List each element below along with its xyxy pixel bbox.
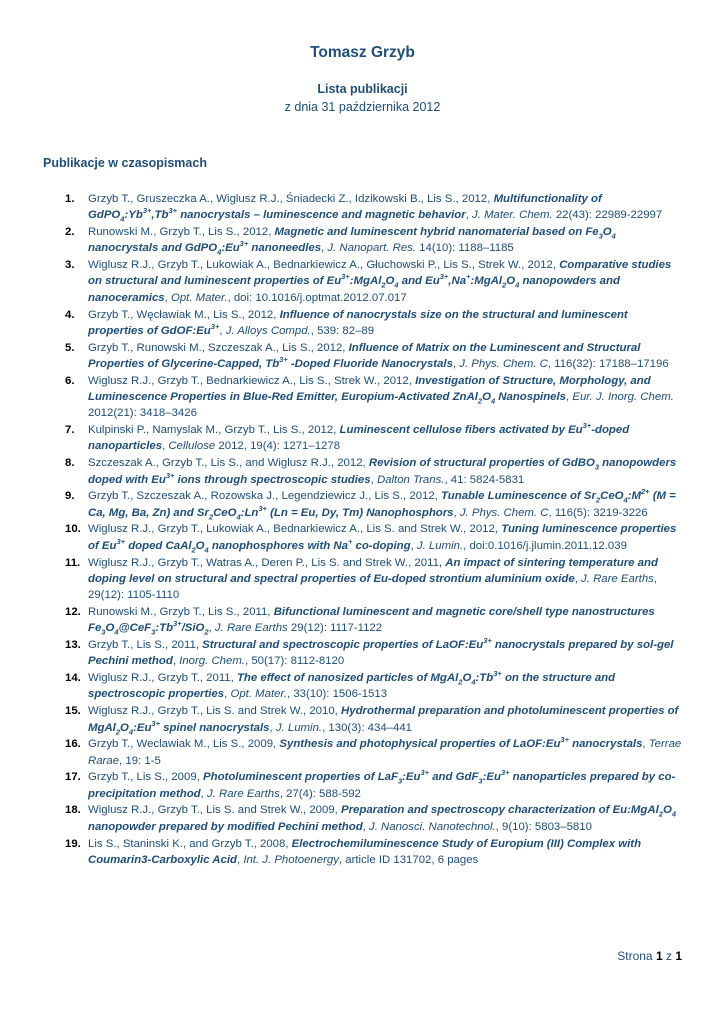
publication-journal: J. Rare Earths bbox=[214, 622, 288, 635]
publication-authors: Szczeszak A., Grzyb T., Lis S., and Wiglusz R.J., 2012, bbox=[88, 457, 369, 470]
publication-item: 9. Grzyb T., Szczeszak A., Rozowska J., Legendziewicz J., Lis S., 2012, Tunable Luminescence of $Sr_2CeO_4:M^{2+}$ (M = Ca, Mg, Ba, Zn) and $Sr_2CeO_4:Ln^{3+}$ (Ln = Eu, Dy, Tm) Nanophosphors, J. Phys. Chem. C, 116(5): 3219-3226 bbox=[65, 487, 676, 521]
publication-details: 22(43): 22989-22997 bbox=[552, 209, 663, 222]
publication-title: Comparative studies on structural and luminescent properties of $Eu^{3+}:MgAl_2O_4$ and $Eu^{3+},Na^+:MgAl_2O_4$ nanopowders and nanoceramics bbox=[88, 259, 672, 304]
publication-number: 5. bbox=[65, 341, 75, 354]
publication-details: , 41: 5824-5831 bbox=[444, 473, 525, 486]
publication-journal: J. Mater. Chem. bbox=[472, 209, 553, 222]
publication-authors: Wiglusz R.J., Grzyb T., Watras A., Deren P., Lis S. and Strek W., 2011, bbox=[88, 556, 446, 569]
publication-authors: Wiglusz R.J., Grzyb T., 2011, bbox=[88, 672, 237, 685]
publication-journal: J. Nanosci. Nanotechnol. bbox=[369, 820, 496, 833]
publication-title: Tunable Luminescence of $Sr_2CeO_4:M^{2+}$ (M = Ca, Mg, Ba, Zn) and $Sr_2CeO_4:Ln^{3+}$ (Ln = Eu, Dy, Tm) Nanophosphors bbox=[88, 487, 676, 521]
publication-item: 14. Wiglusz R.J., Grzyb T., 2011, The effect of nanosized particles of $MgAl_2O_4:Tb^{3+}$ on the structure and spectroscopic properties, Opt. Mater., 33(10): 1506-1513 bbox=[65, 669, 616, 701]
publication-details: , 116(5): 3219-3226 bbox=[548, 506, 648, 519]
publication-item: 16. Grzyb T., Weclawiak M., Lis S., 2009, Synthesis and photophysical properties of $LaOF:Eu^{3+}$ nanocrystals, Terrae Rarae, 19: 1-5 bbox=[65, 735, 682, 767]
publication-item: 7. Kulpinski P., Namyslak M., Grzyb T., Lis S., 2012, Luminescent cellulose fibers activated by $Eu^{3+}$-doped nanoparticles, Cellulose 2012, 19(4): 1271–1278 bbox=[65, 421, 630, 453]
publication-authors: Grzyb T., Weclawiak M., Lis S., 2009, bbox=[88, 738, 280, 751]
publication-list bbox=[43, 191, 683, 869]
publication-authors: Runowski M., Grzyb T., Lis S., 2012, bbox=[88, 226, 275, 239]
publication-title: Synthesis and photophysical properties of $LaOF:Eu^{3+}$ nanocrystals bbox=[279, 735, 643, 751]
publication-number: 19. bbox=[65, 837, 81, 850]
publication-item: 4. Grzyb T., Węcławiak M., Lis S., 2012, Influence of nanocrystals size on the structural and luminescent properties of $GdOF:Eu^{3+}$, J. Alloys Compd., 539: 82–89 bbox=[65, 308, 628, 337]
publication-item: 17. Grzyb T., Lis S., 2009, Photoluminescent properties of $LaF_3:Eu^{3+}$ and $GdF_3:Eu^{3+}$ nanoparticles prepared by co-precipitation method, J. Rare Earths, 27(4): 588-592 bbox=[65, 768, 676, 800]
publication-title: The effect of nanosized particles of $MgAl_2O_4:Tb^{3+}$ on the structure and spectroscopic properties bbox=[88, 669, 616, 701]
publication-details: , 130(3): 434–441 bbox=[322, 721, 413, 734]
publication-item: 1. Grzyb T., Gruszeczka A., Wiglusz R.J., Śniadecki Z., Idzikowski B., Lis S., 2012, Multifunctionality of $GdPO_4:Yb^{3+},Tb^{3+}$ nanocrystals – luminescence and magnetic behavior, J. Mater. Chem. 22(43): 22989-22997 bbox=[65, 193, 663, 224]
publication-title: Luminescent cellulose fibers activated by $Eu^{3+}$-doped nanoparticles bbox=[88, 421, 630, 453]
publication-title: Structural and spectroscopic properties of $LaOF:Eu^{3+}$ nanocrystals prepared by sol-gel Pechini method bbox=[88, 636, 674, 668]
publication-journal: J. Alloys Compd. bbox=[225, 324, 311, 337]
author-name: Tomasz Grzyb bbox=[310, 44, 415, 61]
publication-journal: Eur. J. Inorg. Chem. bbox=[572, 391, 674, 404]
document-date: z dnia 31 października 2012 bbox=[284, 100, 441, 114]
publication-title: Influence of Matrix on the Luminescent and Structural Properties of Glycerine-Capped, $Tb^{3+}$ -Doped Fluoride Nanocrystals bbox=[88, 341, 641, 370]
publication-title: Tuning luminescence properties of $Eu^{3+}$ doped $CaAl_2O_4$ nanophosphores with Na+ co-doping bbox=[88, 523, 677, 555]
publication-details: , 50(17): 8112-8120 bbox=[245, 655, 345, 668]
publication-title: An impact of sintering temperature and doping level on structural and spectral properties of Eu-doped strontium aluminium oxide bbox=[88, 556, 658, 585]
publication-title: Revision of structural properties of GdBO$_3$ nanopowders doped with $Eu^{3+}$ ions through spectroscopic studies bbox=[88, 457, 677, 486]
publication-journal: Inorg. Chem. bbox=[179, 655, 245, 668]
publication-item: 5. Grzyb T., Runowski M., Szczeszak A., Lis S., 2012, Influence of Matrix on the Luminescent and Structural Properties of Glycerine-Capped, $Tb^{3+}$ -Doped Fluoride Nanocrystals, J. Phys. Chem. C, 116(32): 17188–17196 bbox=[65, 341, 669, 370]
footer-current-page: 1 bbox=[655, 949, 663, 963]
publication-authors: Grzyb T., Węcławiak M., Lis S., 2012, bbox=[88, 308, 280, 321]
page-footer bbox=[617, 949, 682, 963]
publication-journal: Terrae Rarae bbox=[88, 738, 682, 767]
publication-journal: J. Lumin. bbox=[416, 539, 464, 552]
publication-authors: Grzyb T., Lis S., 2009, bbox=[88, 771, 204, 784]
publication-item: 3. Wiglusz R.J., Grzyb T., Lukowiak A., Bednarkiewicz A., Głuchowski P., Lis S., Strek W., 2012, Comparative studies on structural and luminescent properties of $Eu^{3+}:MgAl_2O_4$ and $Eu^{3+},Na^+:MgAl_2O_4$ nanopowders and nanoceramics, Opt. Mater., doi: 10.1016/j.optmat.2012.07.017 bbox=[65, 259, 672, 304]
footer-separator: z bbox=[665, 949, 672, 963]
publication-details: , doi:0.1016/j.jlumin.2011.12.039 bbox=[463, 539, 627, 552]
publication-details: 2012(21): 3418–3426 bbox=[88, 407, 197, 420]
document-subtitle: Lista publikacji bbox=[317, 82, 408, 96]
publication-number: 17. bbox=[65, 771, 81, 784]
publication-details: , 33(10): 1506-1513 bbox=[287, 688, 388, 701]
publication-authors: Runowski M., Grzyb T., Lis S., 2011, bbox=[88, 605, 274, 618]
publication-number: 12. bbox=[65, 605, 81, 618]
publication-authors: Kulpinski P., Namyslak M., Grzyb T., Lis S., 2012, bbox=[88, 424, 340, 437]
publication-number: 16. bbox=[65, 738, 81, 751]
publication-number: 1. bbox=[65, 193, 75, 205]
publication-title: Multifunctionality of $GdPO_4:Yb^{3+},Tb^{3+}$ nanocrystals – luminescence and magnetic behavior bbox=[88, 193, 602, 224]
publication-journal: Opt. Mater. bbox=[170, 291, 228, 304]
publication-authors: Grzyb T., Gruszeczka A., Wiglusz R.J., Śniadecki Z., Idzikowski B., Lis S., 2012, bbox=[88, 193, 494, 205]
publication-journal: J. Lumin. bbox=[275, 721, 323, 734]
publication-details: 29(12): 1117-1122 bbox=[287, 622, 383, 635]
publication-journal: Opt. Mater. bbox=[230, 688, 287, 701]
publication-title: Preparation and spectroscopy characterization of $Eu:MgAl_2O_4$ nanopowder prepared by modified Pechini method bbox=[88, 804, 676, 833]
publication-item: 11. Wiglusz R.J., Grzyb T., Watras A., Deren P., Lis S. and Strek W., 2011, An impact of sintering temperature and doping level on structural and spectral properties of Eu-doped strontium aluminium oxide, J. Rare Earths, 29(12): 1105-1110 bbox=[65, 556, 658, 602]
publication-details: , 9(10): 5803–5810 bbox=[495, 820, 592, 833]
publication-number: 13. bbox=[65, 639, 81, 652]
publication-title: Electrochemiluminescence Study of Europium (III) Complex with Coumarin3-Carboxylic Acid bbox=[88, 837, 642, 866]
publication-authors: Grzyb T., Runowski M., Szczeszak A., Lis S., 2012, bbox=[88, 341, 349, 354]
publication-details: , doi: 10.1016/j.optmat.2012.07.017 bbox=[227, 291, 407, 304]
publication-item: 10. Wiglusz R.J., Grzyb T., Lukowiak A., Bednarkiewicz A., Lis S. and Strek W., 2012, Tuning luminescence properties of $Eu^{3+}$ doped $CaAl_2O_4$ nanophosphores with Na+ co-doping, J. Lumin., doi:0.1016/j.jlumin.2011.12.039 bbox=[65, 523, 677, 555]
publication-title: Photoluminescent properties of $LaF_3:Eu^{3+}$ and $GdF_3:Eu^{3+}$ nanoparticles prepared by co-precipitation method bbox=[88, 768, 676, 800]
publication-journal: J. Phys. Chem. C bbox=[459, 506, 549, 519]
publication-journal: Cellulose bbox=[168, 440, 216, 453]
publication-item: 15. Wiglusz R.J., Grzyb T., Lis S. and Strek W., 2010, Hydrothermal preparation and photoluminescent properties of $MgAl_2O_4:Eu^{3+}$ spinel nanocrystals, J. Lumin., 130(3): 434–441 bbox=[65, 705, 679, 736]
publication-details: 14(10): 1188–1185 bbox=[416, 242, 514, 255]
publication-details: , 539: 82–89 bbox=[310, 324, 375, 337]
publication-details: , 19: 1-5 bbox=[119, 754, 161, 767]
publication-authors: Wiglusz R.J., Grzyb T., Lukowiak A., Bednarkiewicz A., Głuchowski P., Lis S., Strek W., 2012, bbox=[88, 259, 560, 272]
publication-title: Investigation of Structure, Morphology, and Luminescence Properties in Blue-Red Emitter, Europium-Activated $ZnAl_2O_4$ Nanospinels bbox=[88, 374, 651, 406]
publication-journal: J. Rare Earths bbox=[207, 787, 280, 800]
section-title: Publikacje w czasopismach bbox=[43, 156, 207, 170]
publication-details: , 116(32): 17188–17196 bbox=[547, 357, 669, 370]
publication-item: 18. Wiglusz R.J., Grzyb T., Lis S. and Strek W., 2009, Preparation and spectroscopy characterization of $Eu:MgAl_2O_4$ nanopowder prepared by modified Pechini method, J. Nanosci. Nanotechnol., 9(10): 5803–5810 bbox=[65, 804, 676, 833]
publication-journal: J. Nanopart. Res. bbox=[327, 242, 417, 255]
publication-journal: Int. J. Photoenergy bbox=[243, 853, 339, 866]
publication-title: Influence of nanocrystals size on the structural and luminescent properties of $GdOF:Eu^{3+}$ bbox=[88, 308, 628, 337]
publication-item: 19. Lis S., Staninski K., and Grzyb T., 2008, Electrochemiluminescence Study of Europium (III) Complex with Coumarin3-Carboxylic Acid, Int. J. Photoenergy, article ID 131702, 6 pages bbox=[65, 837, 642, 866]
publication-title: Hydrothermal preparation and photoluminescent properties of $MgAl_2O_4:Eu^{3+}$ spinel nanocrystals bbox=[88, 705, 679, 736]
publication-number: 11. bbox=[65, 556, 81, 569]
publication-item: 8. Szczeszak A., Grzyb T., Lis S., and Wiglusz R.J., 2012, Revision of structural properties of GdBO$_3$ nanopowders doped with $Eu^{3+}$ ions through spectroscopic studies, Dalton Trans., 41: 5824-5831 bbox=[65, 457, 677, 486]
publication-journal: Dalton Trans. bbox=[376, 473, 445, 486]
publication-number: 4. bbox=[65, 308, 75, 321]
publication-authors: Wiglusz R.J., Grzyb T., Bednarkiewicz A., Lis S., Strek W., 2012, bbox=[88, 374, 416, 387]
footer-label: Strona bbox=[617, 949, 653, 963]
publication-details: 2012, 19(4): 1271–1278 bbox=[215, 440, 341, 453]
publication-number: 3. bbox=[65, 259, 75, 272]
publication-details: , article ID 131702, 6 pages bbox=[338, 853, 479, 866]
publication-details: , 27(4): 588-592 bbox=[279, 787, 361, 800]
publication-number: 10. bbox=[65, 523, 81, 536]
publication-authors: Wiglusz R.J., Grzyb T., Lukowiak A., Bednarkiewicz A., Lis S. and Strek W., 2012, bbox=[88, 523, 502, 536]
publication-details: , 29(12): 1105-1110 bbox=[88, 572, 658, 602]
publication-item: 2. Runowski M., Grzyb T., Lis S., 2012, Magnetic and luminescent hybrid nanomaterial based on $Fe_3O_4$ nanocrystals and $GdPO_4:Eu^{3+}$ nanoneedles, J. Nanopart. Res. 14(10): 1188–1185 bbox=[65, 226, 616, 257]
publication-authors: Wiglusz R.J., Grzyb T., Lis S. and Strek W., 2009, bbox=[88, 804, 342, 817]
publication-item: 13. Grzyb T., Lis S., 2011, Structural and spectroscopic properties of $LaOF:Eu^{3+}$ nanocrystals prepared by sol-gel Pechini method, Inorg. Chem., 50(17): 8112-8120 bbox=[65, 636, 674, 668]
publication-number: 2. bbox=[65, 226, 75, 239]
publication-title: Bifunctional luminescent and magnetic core/shell type nanostructures $Fe_3O_4@CeF_3:Tb^{3+}/SiO_2$ bbox=[88, 605, 655, 637]
publication-title: Magnetic and luminescent hybrid nanomaterial based on $Fe_3O_4$ nanocrystals and $GdPO_4:Eu^{3+}$ nanoneedles bbox=[88, 226, 616, 257]
publication-number: 18. bbox=[65, 804, 81, 817]
publication-item: 12. Runowski M., Grzyb T., Lis S., 2011, Bifunctional luminescent and magnetic core/shell type nanostructures $Fe_3O_4@CeF_3:Tb^{3+}/SiO_2$, J. Rare Earths 29(12): 1117-1122 bbox=[65, 605, 655, 637]
publication-authors: Lis S., Staninski K., and Grzyb T., 2008, bbox=[88, 837, 292, 850]
publication-item: 6. Wiglusz R.J., Grzyb T., Bednarkiewicz A., Lis S., Strek W., 2012, Investigation of Structure, Morphology, and Luminescence Properties in Blue-Red Emitter, Europium-Activated $ZnAl_2O_4$ Nanospinels, Eur. J. Inorg. Chem. 2012(21): 3418–3426 bbox=[65, 374, 674, 420]
publication-authors: Wiglusz R.J., Grzyb T., Lis S. and Strek W., 2010, bbox=[88, 705, 342, 718]
publication-number: 6. bbox=[65, 374, 75, 387]
publication-number: 15. bbox=[65, 705, 81, 718]
publication-journal: J. Rare Earths bbox=[581, 572, 654, 585]
publication-number: 8. bbox=[65, 457, 75, 470]
publication-journal: J. Phys. Chem. C bbox=[459, 357, 548, 370]
publication-authors: Grzyb T., Lis S., 2011, bbox=[88, 639, 203, 652]
publication-authors: Grzyb T., Szczeszak A., Rozowska J., Legendziewicz J., Lis S., 2012, bbox=[88, 490, 442, 503]
publication-number: 14. bbox=[65, 672, 81, 685]
publication-number: 9. bbox=[65, 490, 75, 503]
footer-total-pages: 1 bbox=[675, 949, 682, 963]
publication-number: 7. bbox=[65, 424, 75, 437]
